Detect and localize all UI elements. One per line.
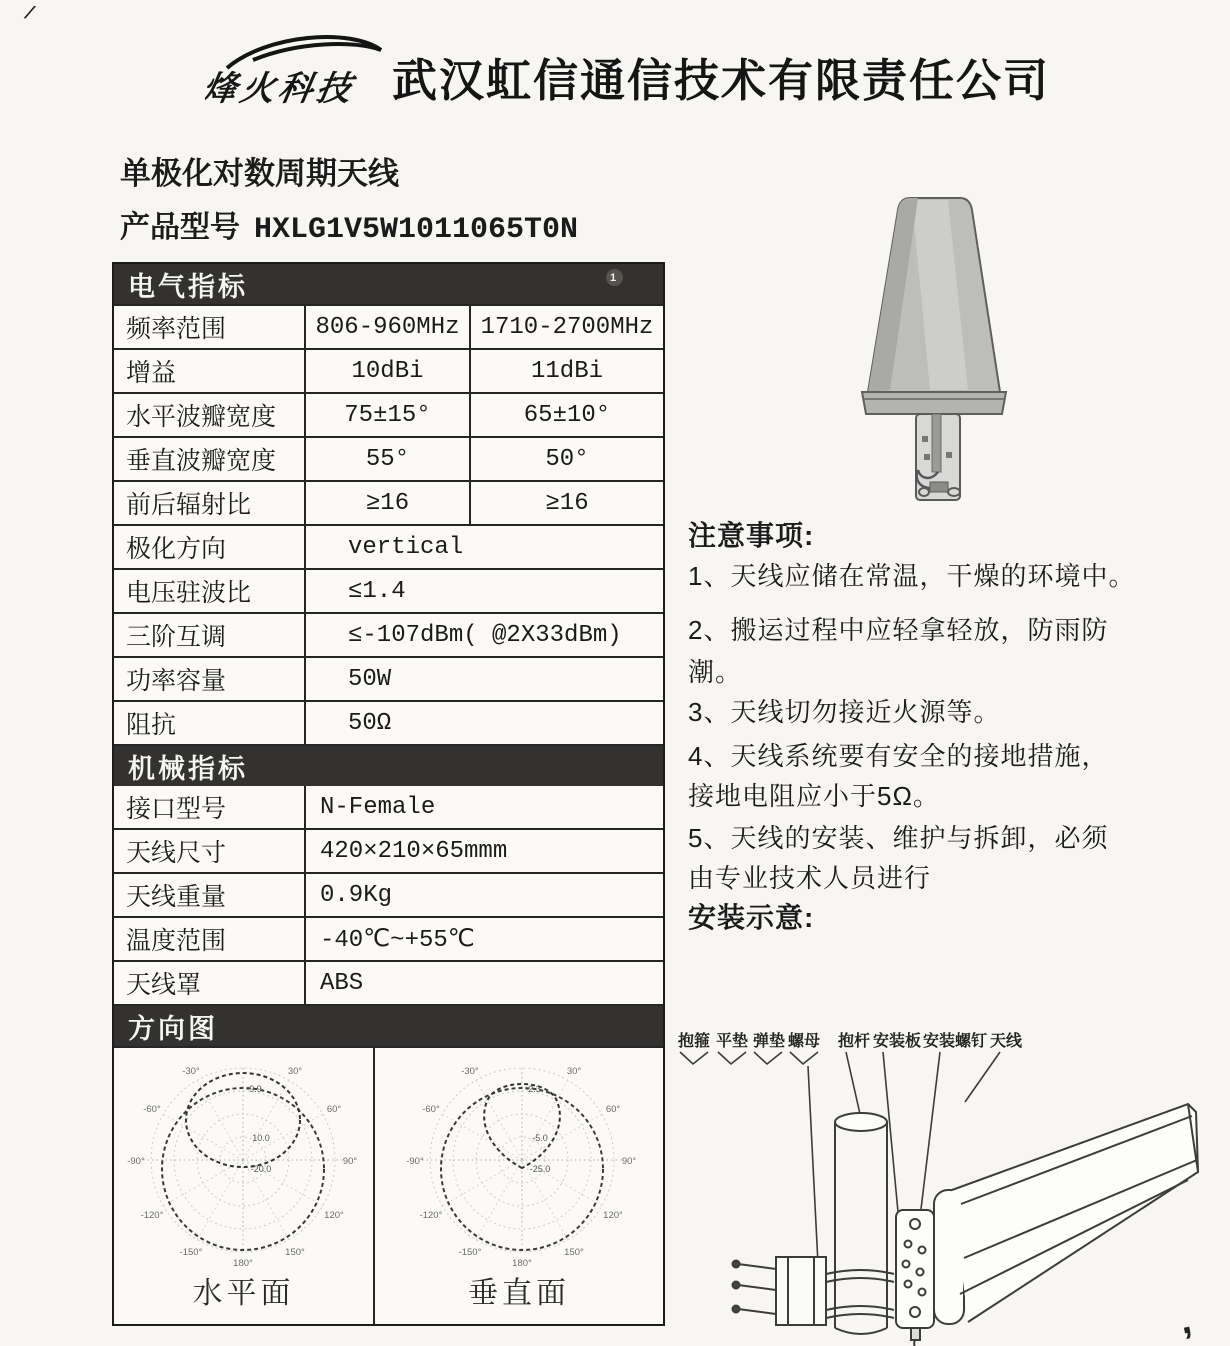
row-value-high-band: 50°	[469, 438, 663, 480]
row-label: 极化方向	[114, 526, 306, 568]
svg-text:-120°: -120°	[140, 1210, 164, 1221]
svg-text:-30°: -30°	[461, 1066, 479, 1077]
row-value-high-band: 1710-2700MHz	[469, 306, 663, 348]
note-line: 3、天线切勿接近火源等。	[688, 697, 1001, 727]
row-label: 垂直波瓣宽度	[114, 438, 306, 480]
svg-text:90°: 90°	[342, 1156, 358, 1167]
scan-mark: 1	[606, 269, 623, 286]
svg-text:-20.0: -20.0	[250, 1164, 272, 1174]
note-line: 接地电阻应小于5Ω。	[688, 781, 940, 811]
pattern-section-header	[114, 1004, 663, 1046]
table-row	[114, 480, 663, 524]
row-value-high-band: 11dBi	[469, 350, 663, 392]
row-label: 三阶互调	[114, 614, 306, 656]
svg-text:30°: 30°	[287, 1066, 303, 1077]
table-row	[114, 568, 663, 612]
table-row	[114, 916, 663, 960]
row-label: 温度范围	[114, 918, 306, 960]
note-line: 4、天线系统要有安全的接地措施，	[688, 741, 1109, 771]
table-row	[114, 960, 663, 1004]
row-value-low-band: 806-960MHz	[315, 313, 460, 341]
table-row	[114, 304, 663, 348]
mechanical-section-title: 机械指标	[128, 753, 248, 784]
table-row	[114, 436, 663, 480]
radial-labels	[525, 1084, 550, 1174]
svg-text:-30°: -30°	[182, 1066, 200, 1077]
model-label: 产品型号	[120, 211, 240, 244]
svg-text:-2.3: -2.3	[525, 1084, 541, 1094]
vertical-pattern-plot	[397, 1050, 647, 1274]
svg-text:螺母: 螺母	[788, 1033, 821, 1050]
table-row	[114, 872, 663, 916]
row-value: -40℃~+55℃	[320, 927, 475, 954]
logo-text: 烽火科技	[205, 70, 358, 108]
svg-text:-90°: -90°	[406, 1156, 424, 1167]
table-row	[114, 700, 663, 744]
horizontal-pattern-plot	[118, 1050, 368, 1274]
plot-caption-vertical: 垂直面	[468, 1277, 570, 1310]
row-value: vertical	[348, 533, 464, 561]
table-row	[114, 612, 663, 656]
product-title: 单极化对数周期天线	[120, 156, 399, 191]
pattern-section-title: 方向图	[128, 1013, 218, 1044]
svg-text:安装板: 安装板	[873, 1033, 922, 1050]
row-label: 天线重量	[114, 874, 306, 916]
svg-text:10.0: 10.0	[252, 1133, 270, 1143]
row-value: ABS	[320, 969, 364, 997]
install-heading: 安装示意:	[688, 902, 815, 933]
svg-text:-150°: -150°	[179, 1247, 203, 1258]
svg-text:-60°: -60°	[143, 1104, 161, 1115]
svg-text:-120°: -120°	[419, 1210, 443, 1221]
horizontal-pattern-cell	[114, 1048, 375, 1324]
electrical-section-header	[114, 264, 663, 304]
row-label: 增益	[114, 350, 306, 392]
row-value-low-band: 55°	[365, 445, 410, 473]
table-row	[114, 828, 663, 872]
svg-text:抱箍: 抱箍	[678, 1033, 711, 1050]
note-line: 由专业技术人员进行	[688, 863, 932, 893]
svg-text:-150°: -150°	[458, 1247, 482, 1258]
logo-swoosh-icon	[227, 37, 381, 68]
row-value-high-band: ≥16	[469, 482, 663, 524]
note-line: 2、搬运过程中应轻拿轻放，防雨防	[688, 615, 1109, 645]
scan-artifact-top-left: ∕	[26, 1, 33, 25]
svg-text:天线: 天线	[990, 1033, 1023, 1050]
svg-text:150°: 150°	[564, 1247, 584, 1258]
mounting-plate	[896, 1210, 934, 1328]
antenna-body	[934, 1104, 1198, 1324]
svg-text:安装螺钉: 安装螺钉	[923, 1033, 988, 1050]
svg-text:150°: 150°	[285, 1247, 305, 1258]
row-value-low-band: 75±15°	[344, 401, 431, 429]
row-label: 水平波瓣宽度	[114, 394, 306, 436]
row-value: N-Female	[320, 793, 436, 821]
plot-caption-horizontal: 水平面	[192, 1277, 295, 1310]
svg-text:平垫: 平垫	[716, 1033, 749, 1050]
row-value: 420×210×65mmm	[320, 837, 508, 865]
radome-rim	[862, 392, 1006, 414]
row-value: 0.9Kg	[320, 881, 393, 909]
antenna-connector	[911, 1328, 920, 1346]
row-label: 前后辐射比	[114, 482, 306, 524]
svg-text:30°: 30°	[566, 1066, 582, 1077]
pole	[835, 1113, 887, 1334]
row-label: 接口型号	[114, 786, 306, 828]
radial-labels	[246, 1084, 271, 1174]
svg-text:弹垫: 弹垫	[753, 1033, 786, 1050]
mechanical-section-header	[114, 744, 663, 786]
svg-text:60°: 60°	[605, 1104, 621, 1115]
svg-text:-5.0: -5.0	[532, 1133, 548, 1143]
pole-clamp	[733, 1257, 895, 1325]
company-logo	[205, 30, 390, 120]
pattern-plots-row	[114, 1046, 663, 1324]
diagram-labels	[677, 1031, 1023, 1050]
table-row	[114, 348, 663, 392]
row-value: 50Ω	[348, 709, 392, 737]
electrical-section-title: 电气指标	[128, 271, 248, 302]
row-value: ≤-107dBm( @2X33dBm)	[348, 621, 622, 649]
scan-artifact-bottom-right: ,	[1175, 1299, 1195, 1343]
installation-diagram	[668, 1022, 1230, 1346]
svg-text:90°: 90°	[621, 1156, 637, 1167]
note-line: 1、天线应储在常温，干燥的环境中。	[688, 561, 1136, 591]
row-label: 功率容量	[114, 658, 306, 700]
row-value: 50W	[348, 665, 392, 693]
row-label: 阻抗	[114, 702, 306, 744]
row-label: 频率范围	[114, 306, 306, 348]
product-model-line	[120, 202, 578, 247]
row-label: 天线尺寸	[114, 830, 306, 872]
row-label: 电压驻波比	[114, 570, 306, 612]
notes-heading: 注意事项:	[688, 520, 815, 551]
svg-text:60°: 60°	[326, 1104, 342, 1115]
table-row	[114, 786, 663, 828]
svg-text:-25.0: -25.0	[529, 1164, 551, 1174]
svg-text:抱杆: 抱杆	[838, 1033, 871, 1050]
table-row	[114, 656, 663, 700]
antenna-product-image	[832, 186, 1102, 509]
svg-text:-90°: -90°	[127, 1156, 145, 1167]
svg-text:180°: 180°	[233, 1258, 253, 1269]
row-value-low-band: ≥16	[365, 489, 410, 517]
svg-text:120°: 120°	[603, 1210, 623, 1221]
row-label: 天线罩	[114, 962, 306, 1004]
note-line: 潮。	[688, 657, 743, 687]
svg-text:180°: 180°	[512, 1258, 532, 1269]
table-row	[114, 524, 663, 568]
row-value-high-band: 65±10°	[469, 394, 663, 436]
company-name: 武汉虹信通信技术有限责任公司	[392, 55, 1051, 106]
note-line: 5、天线的安装、维护与拆卸，必须	[688, 823, 1109, 853]
svg-text:120°: 120°	[324, 1210, 344, 1221]
svg-text:-9.9: -9.9	[246, 1084, 262, 1094]
model-number: HXLG1V5W1011065T0N	[254, 213, 579, 247]
table-row	[114, 392, 663, 436]
vertical-pattern-cell	[375, 1048, 663, 1324]
row-value: ≤1.4	[348, 577, 406, 605]
svg-text:-60°: -60°	[422, 1104, 440, 1115]
spec-table	[112, 262, 665, 1326]
row-value-low-band: 10dBi	[351, 357, 424, 385]
